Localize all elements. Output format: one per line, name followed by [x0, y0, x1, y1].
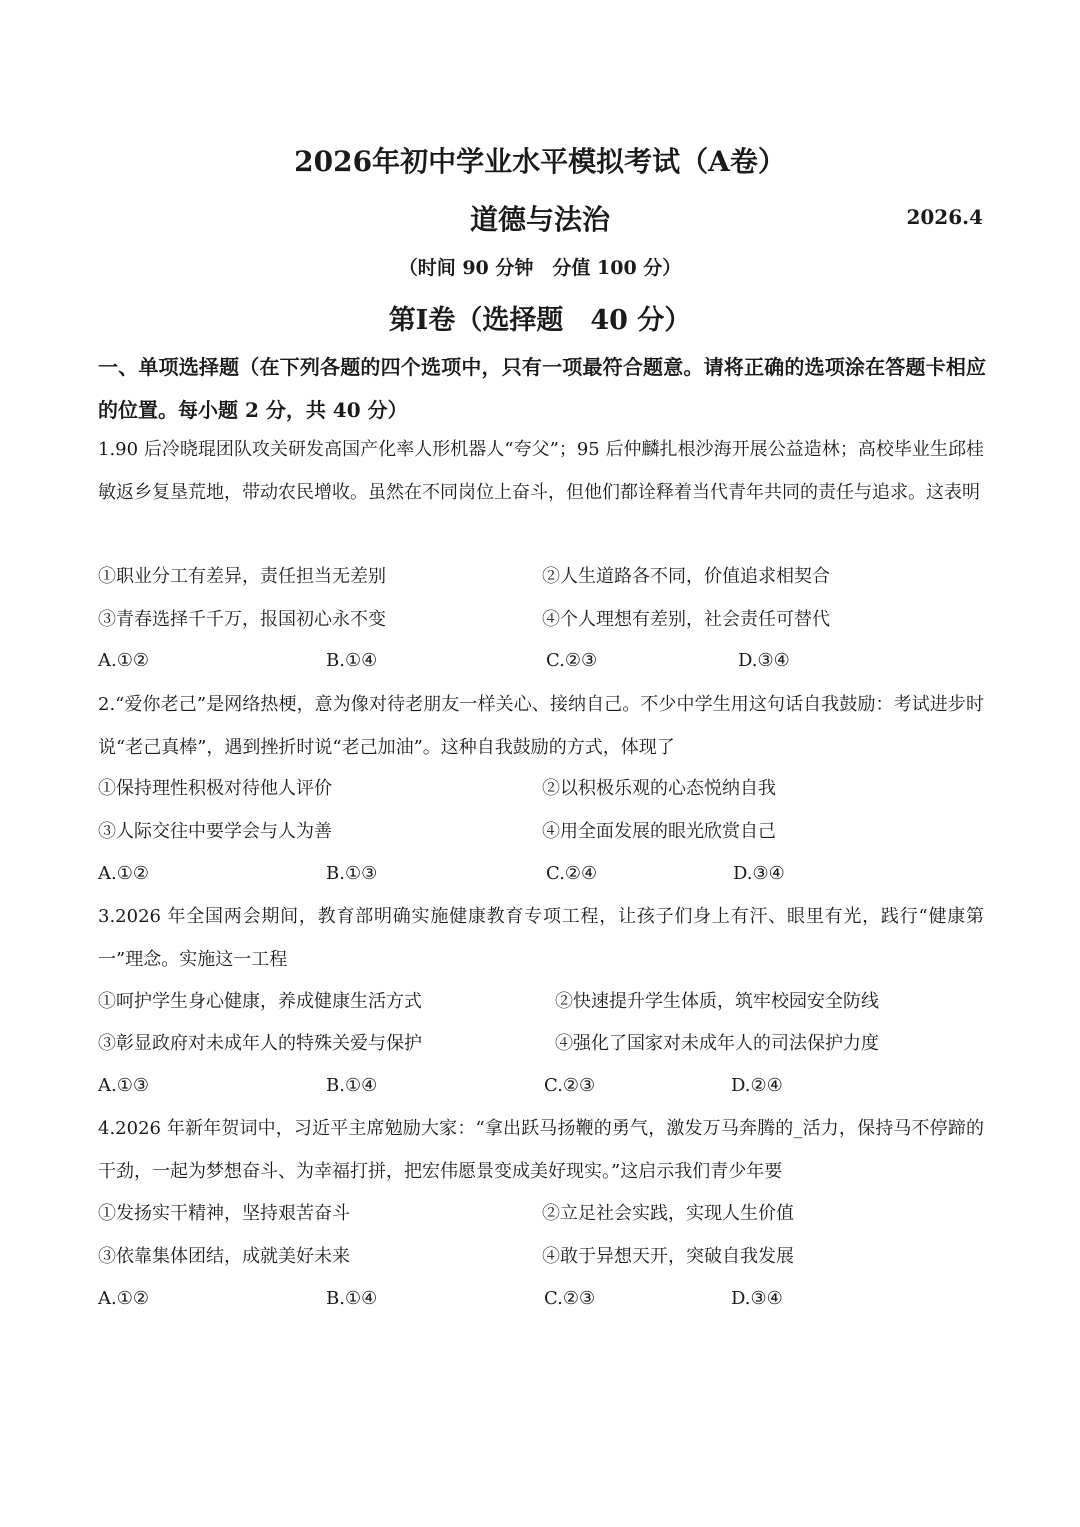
question-stem: 4.2026 年新年贺词中，习近平主席勉励大家：“拿出跃马扬鞭的勇气，激发万马奔腾的_活力，保持马不停蹄的干劲，一起为梦想奋斗、为幸福打拼，把宏伟愿景变成美好现实。”这启示我们青少年要 [98, 1118, 984, 1182]
statement-item: ①职业分工有差异，责任担当无差别 [98, 566, 386, 587]
statement-item: ①发扬实干精神，坚持艰苦奋斗 [98, 1203, 350, 1224]
statement-item: ④个人理想有差别，社会责任可替代 [542, 609, 830, 630]
answer-option: C.②③ [544, 1075, 596, 1096]
answer-option: D.③④ [738, 650, 790, 671]
statement-item: ②立足社会实践，实现人生价值 [542, 1203, 794, 1224]
answer-option: D.③④ [731, 1288, 783, 1309]
answer-option: C.②③ [546, 650, 598, 671]
answer-option: A.①② [98, 1288, 149, 1309]
statement-item: ①呵护学生身心健康，养成健康生活方式 [98, 991, 422, 1012]
answer-option: B.①③ [326, 863, 378, 884]
answer-option: A.①② [98, 863, 149, 884]
subject-title: 道德与法治 [469, 203, 610, 236]
statement-item: ②快速提升学生体质，筑牢校园安全防线 [555, 991, 879, 1012]
answer-option: A.①③ [98, 1075, 149, 1096]
answer-option: C.②④ [546, 863, 598, 884]
statement-item: ③彰显政府对未成年人的特殊关爱与保护 [98, 1033, 422, 1054]
part-title: 第Ⅰ卷（选择题 40 分） [388, 305, 692, 336]
answer-option: B.①④ [326, 1288, 378, 1309]
exam-info: （时间 90 分钟 分值 100 分） [398, 257, 682, 279]
question-stem: 3.2026 年全国两会期间，教育部明确实施健康教育专项工程，让孩子们身上有汗、眼里有光，践行“健康第一”理念。实施这一工程 [98, 906, 984, 970]
answer-option: D.②④ [731, 1075, 783, 1096]
question-stem: 1.90 后冷晓琨团队攻关研发高国产化率人形机器人“夸父”；95 后仲麟扎根沙海开展公益造林；高校毕业生邱桂敏返乡复垦荒地，带动农民增收。虽然在不同岗位上奋斗，但他们都诠释着当代青年共同的责任与追求。这表明 [98, 439, 984, 503]
answer-option: D.③④ [733, 863, 785, 884]
statement-item: ④敢于异想天开，突破自我发展 [542, 1246, 794, 1267]
answer-option: B.①④ [326, 1075, 378, 1096]
statement-item: ②人生道路各不同，价值追求相契合 [542, 566, 830, 587]
answer-option: A.①② [98, 650, 149, 671]
section-heading: 一、单项选择题（在下列各题的四个选项中，只有一项最符合题意。请将正确的选项涂在答题卡相应的位置。每小题 2 分，共 40 分） [98, 355, 986, 422]
answer-option: C.②③ [544, 1288, 596, 1309]
exam-date: 2026.4 [906, 205, 983, 229]
statement-item: ①保持理性积极对待他人评价 [98, 778, 332, 799]
statement-item: ③青春选择千千万，报国初心永不变 [98, 609, 386, 630]
exam-title: 2026年初中学业水平模拟考试（A卷） [294, 145, 786, 178]
statement-item: ③依靠集体团结，成就美好未来 [98, 1246, 350, 1267]
statement-item: ④用全面发展的眼光欣赏自己 [542, 821, 776, 842]
statement-item: ④强化了国家对未成年人的司法保护力度 [555, 1033, 879, 1054]
question-stem: 2.“爱你老己”是网络热梗，意为像对待老朋友一样关心、接纳自己。不少中学生用这句话自我鼓励：考试进步时说“老己真棒”，遇到挫折时说“老己加油”。这种自我鼓励的方式，体现了 [98, 694, 984, 758]
statement-item: ②以积极乐观的心态悦纳自我 [542, 778, 776, 799]
answer-option: B.①④ [326, 650, 378, 671]
statement-item: ③人际交往中要学会与人为善 [98, 821, 332, 842]
